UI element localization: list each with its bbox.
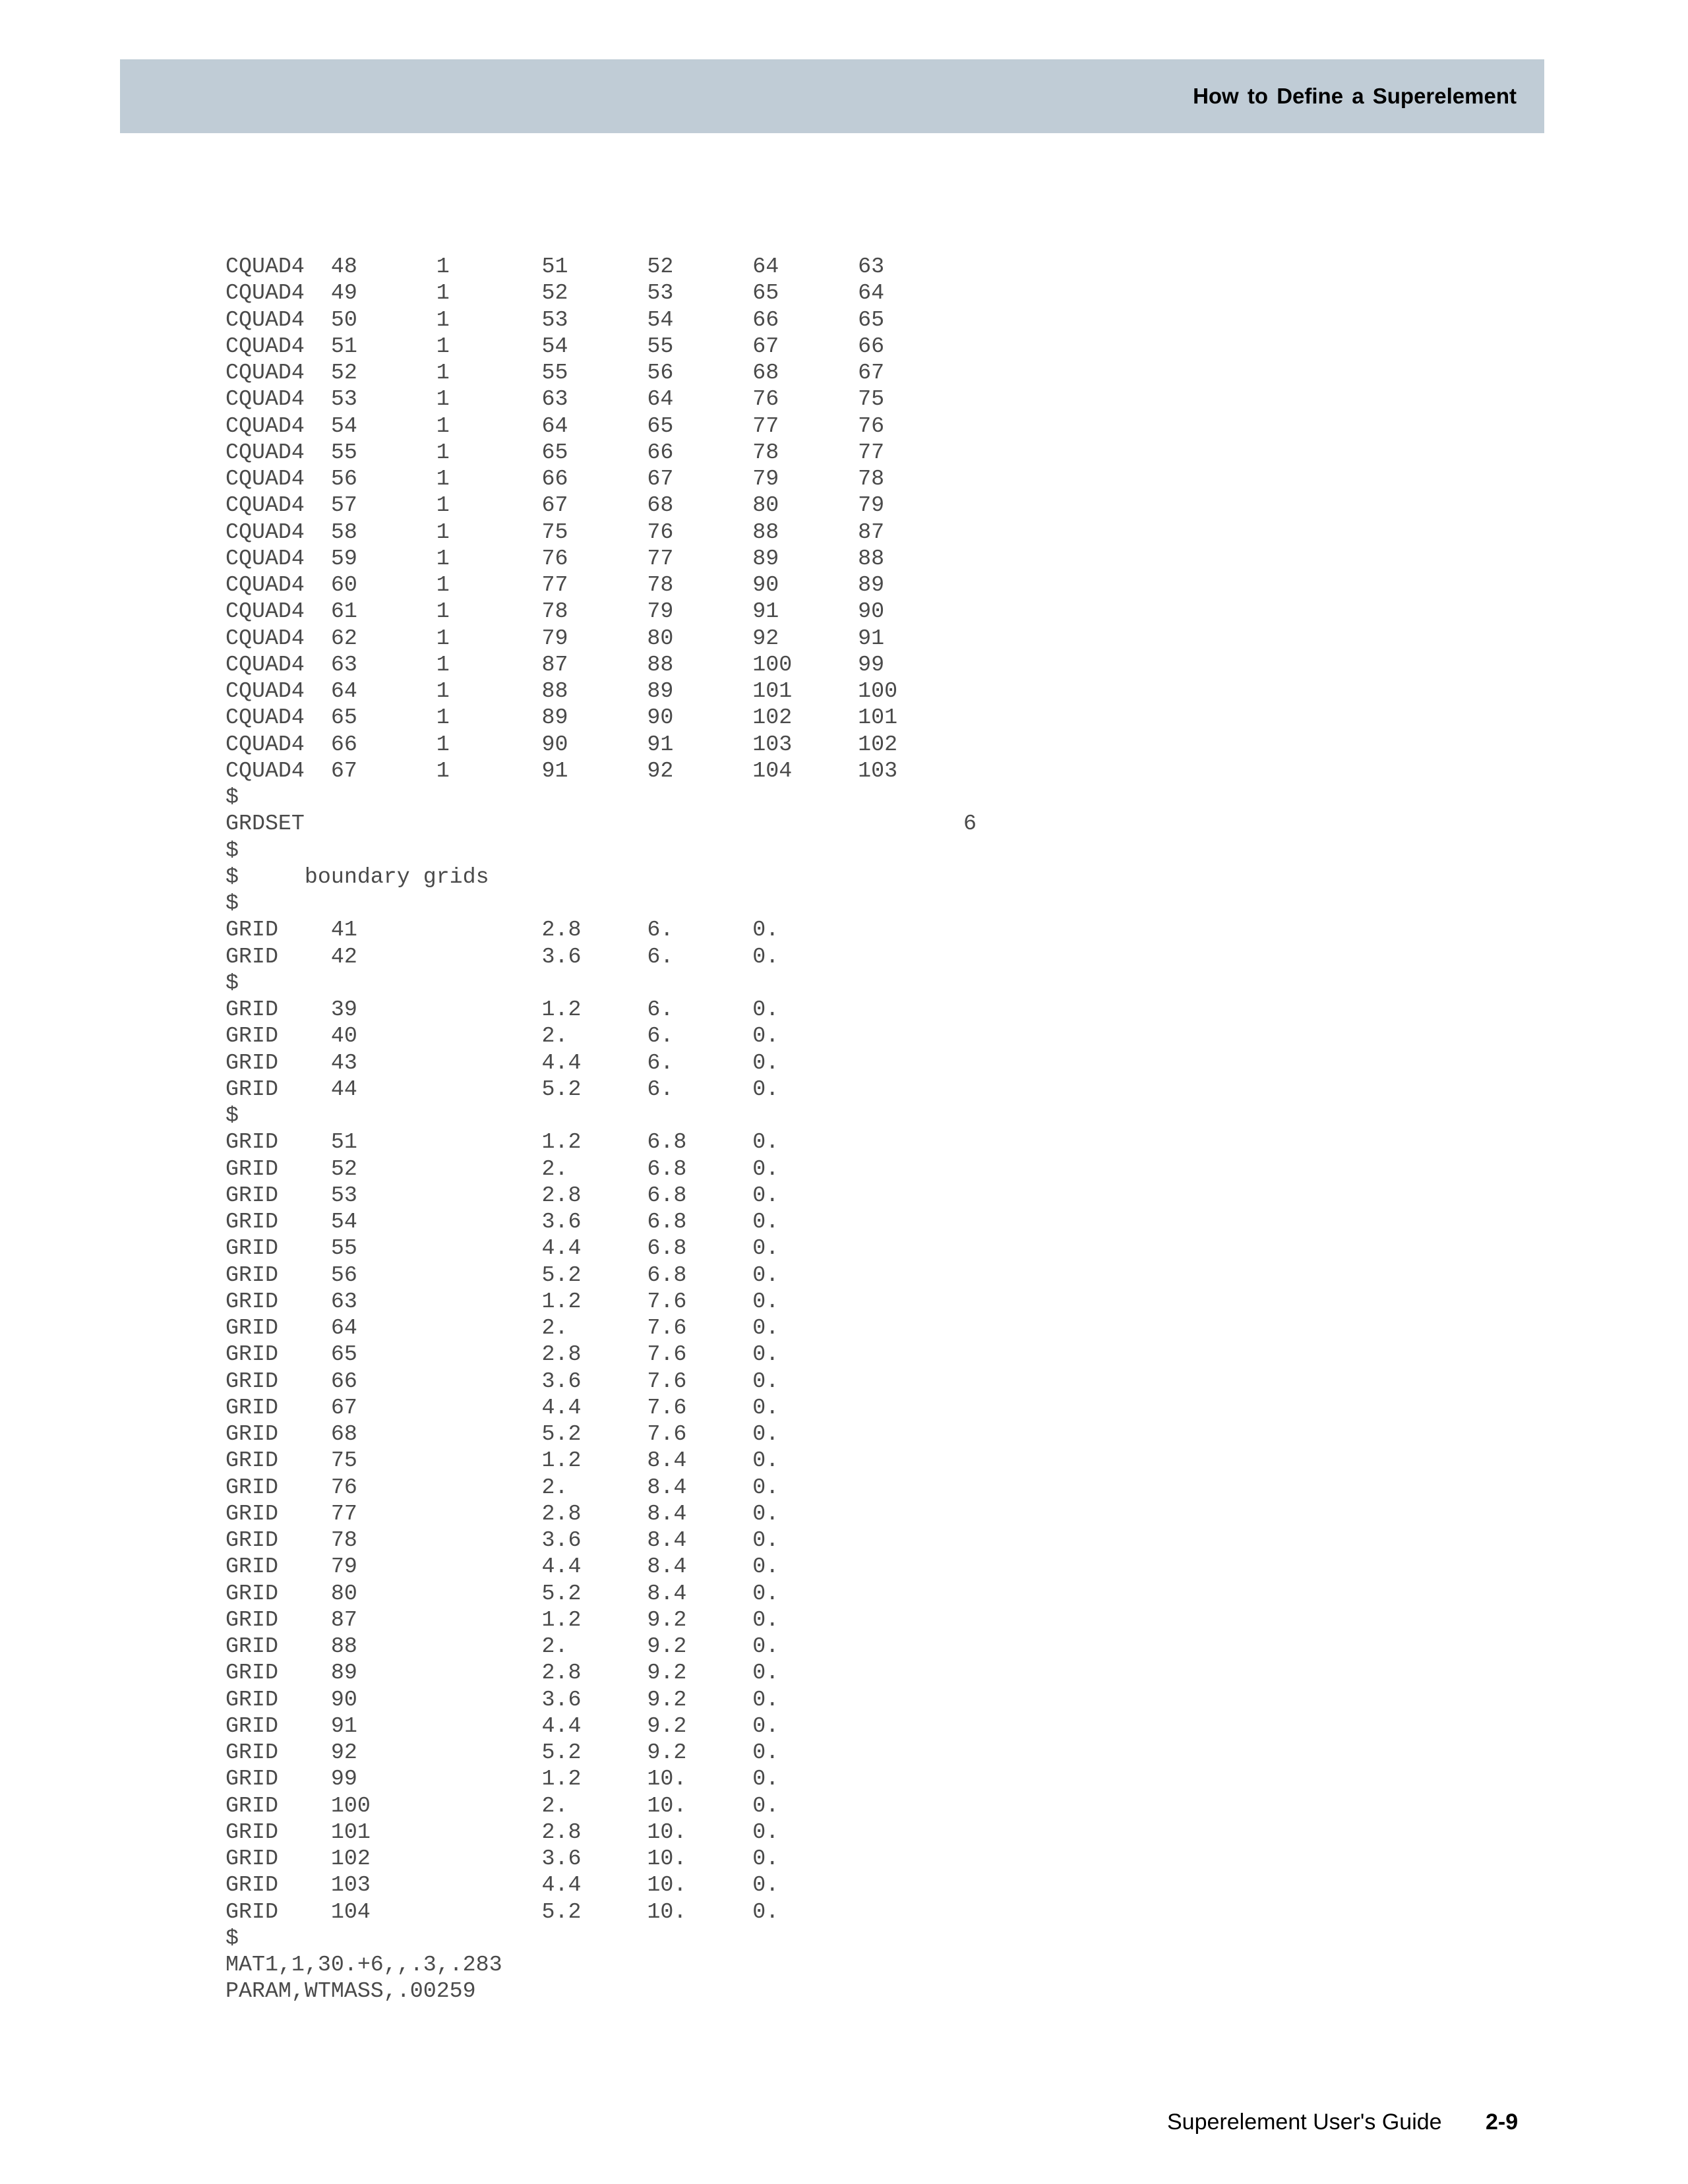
code-line: CQUAD4 67 1 91 92 104 103 bbox=[226, 757, 898, 783]
code-line: GRID 68 5.2 7.6 0. bbox=[226, 1421, 779, 1446]
code-line: CQUAD4 53 1 63 64 76 75 bbox=[226, 386, 885, 412]
code-line: CQUAD4 49 1 52 53 65 64 bbox=[226, 280, 885, 306]
code-line: GRID 80 5.2 8.4 0. bbox=[226, 1580, 779, 1606]
code-line: GRID 75 1.2 8.4 0. bbox=[226, 1448, 779, 1473]
code-line: GRID 42 3.6 6. 0. bbox=[226, 943, 779, 969]
code-line: GRID 51 1.2 6.8 0. bbox=[226, 1129, 779, 1155]
code-line: CQUAD4 52 1 55 56 68 67 bbox=[226, 360, 885, 385]
code-line: GRID 66 3.6 7.6 0. bbox=[226, 1368, 779, 1394]
code-line: GRID 77 2.8 8.4 0. bbox=[226, 1500, 779, 1526]
bulk-data-listing bbox=[226, 253, 977, 2005]
code-line: GRID 39 1.2 6. 0. bbox=[226, 997, 779, 1022]
code-line: CQUAD4 57 1 67 68 80 79 bbox=[226, 492, 885, 518]
code-line: $ bbox=[226, 784, 239, 810]
code-line: GRDSET 6 bbox=[226, 811, 977, 837]
code-line: GRID 67 4.4 7.6 0. bbox=[226, 1394, 779, 1420]
code-line: CQUAD4 54 1 64 65 77 76 bbox=[226, 413, 885, 438]
footer-page-number: 2-9 bbox=[1486, 2110, 1519, 2135]
code-line: GRID 90 3.6 9.2 0. bbox=[226, 1686, 779, 1712]
code-line: GRID 89 2.8 9.2 0. bbox=[226, 1660, 779, 1686]
code-line: CQUAD4 50 1 53 54 66 65 bbox=[226, 307, 885, 332]
code-line: CQUAD4 48 1 51 52 64 63 bbox=[226, 254, 885, 279]
code-line: GRID 100 2. 10. 0. bbox=[226, 1792, 779, 1818]
code-line: CQUAD4 61 1 78 79 91 90 bbox=[226, 599, 885, 624]
code-line: GRID 65 2.8 7.6 0. bbox=[226, 1342, 779, 1367]
code-line: CQUAD4 58 1 75 76 88 87 bbox=[226, 519, 885, 545]
code-line: CQUAD4 64 1 88 89 101 100 bbox=[226, 678, 898, 703]
code-line: GRID 44 5.2 6. 0. bbox=[226, 1076, 779, 1102]
code-line: GRID 53 2.8 6.8 0. bbox=[226, 1182, 779, 1208]
code-line: GRID 102 3.6 10. 0. bbox=[226, 1846, 779, 1871]
code-line: CQUAD4 63 1 87 88 100 99 bbox=[226, 651, 885, 677]
code-line: GRID 101 2.8 10. 0. bbox=[226, 1819, 779, 1845]
code-line: GRID 103 4.4 10. 0. bbox=[226, 1872, 779, 1898]
code-line: GRID 56 5.2 6.8 0. bbox=[226, 1262, 779, 1287]
code-line: GRID 92 5.2 9.2 0. bbox=[226, 1740, 779, 1765]
footer-guide-title: Superelement User's Guide bbox=[1167, 2110, 1442, 2135]
code-line: CQUAD4 55 1 65 66 78 77 bbox=[226, 439, 885, 465]
code-line: GRID 104 5.2 10. 0. bbox=[226, 1899, 779, 1924]
code-line: GRID 91 4.4 9.2 0. bbox=[226, 1713, 779, 1738]
code-line: $ bbox=[226, 837, 239, 863]
code-line: MAT1,1,30.+6,,.3,.283 bbox=[226, 1952, 502, 1977]
running-header-title: How to Define a Superelement bbox=[1193, 84, 1517, 108]
code-line: GRID 87 1.2 9.2 0. bbox=[226, 1607, 779, 1632]
code-line: CQUAD4 62 1 79 80 92 91 bbox=[226, 625, 885, 651]
code-line: PARAM,WTMASS,.00259 bbox=[226, 1978, 476, 2004]
code-line: GRID 40 2. 6. 0. bbox=[226, 1023, 779, 1049]
code-line: GRID 43 4.4 6. 0. bbox=[226, 1049, 779, 1075]
code-line: GRID 63 1.2 7.6 0. bbox=[226, 1288, 779, 1314]
code-line: GRID 52 2. 6.8 0. bbox=[226, 1156, 779, 1181]
code-line: CQUAD4 56 1 66 67 79 78 bbox=[226, 466, 885, 491]
code-line: CQUAD4 66 1 90 91 103 102 bbox=[226, 731, 898, 757]
code-line: $ bbox=[226, 1103, 239, 1128]
code-line: $ bbox=[226, 891, 239, 916]
code-line: $ boundary grids bbox=[226, 864, 489, 889]
code-line: GRID 79 4.4 8.4 0. bbox=[226, 1554, 779, 1579]
code-line: $ bbox=[226, 970, 239, 995]
code-line: GRID 54 3.6 6.8 0. bbox=[226, 1209, 779, 1234]
running-header bbox=[120, 59, 1544, 133]
code-line: CQUAD4 51 1 54 55 67 66 bbox=[226, 333, 885, 359]
code-line: $ bbox=[226, 1925, 239, 1951]
code-line: CQUAD4 60 1 77 78 90 89 bbox=[226, 572, 885, 597]
code-line: GRID 76 2. 8.4 0. bbox=[226, 1474, 779, 1500]
code-line: GRID 88 2. 9.2 0. bbox=[226, 1634, 779, 1659]
code-line: CQUAD4 59 1 76 77 89 88 bbox=[226, 545, 885, 571]
code-line: GRID 99 1.2 10. 0. bbox=[226, 1766, 779, 1792]
code-line: GRID 41 2.8 6. 0. bbox=[226, 917, 779, 943]
code-line: GRID 64 2. 7.6 0. bbox=[226, 1315, 779, 1340]
code-line: GRID 55 4.4 6.8 0. bbox=[226, 1235, 779, 1261]
code-line: CQUAD4 65 1 89 90 102 101 bbox=[226, 705, 898, 730]
code-line: GRID 78 3.6 8.4 0. bbox=[226, 1527, 779, 1552]
